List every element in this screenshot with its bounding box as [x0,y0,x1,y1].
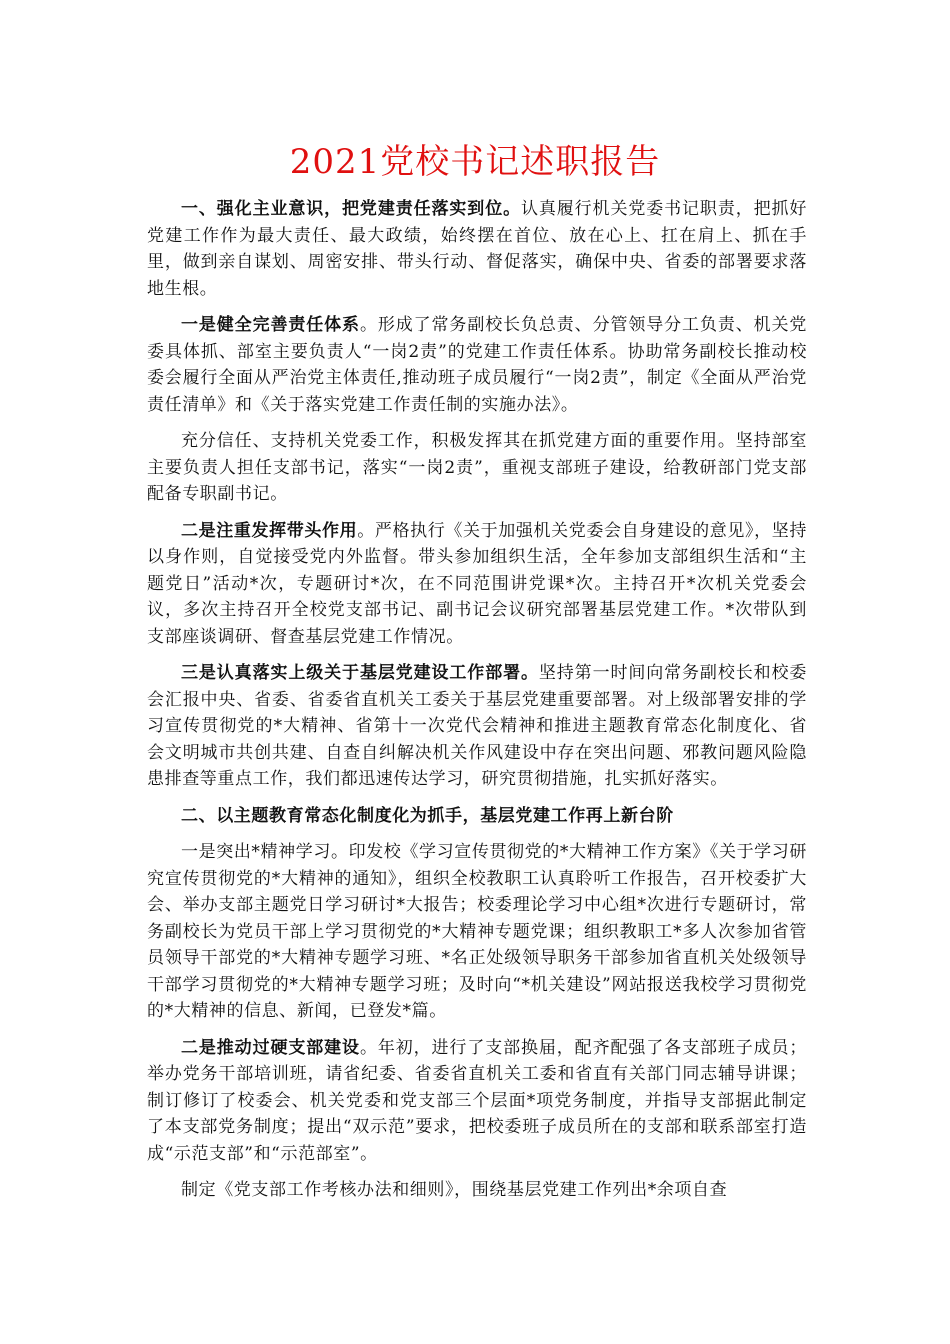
paragraph-text: 制定《党支部工作考核办法和细则》，围绕基层党建工作列出*余项自查 [181,1180,728,1200]
paragraph-text: 。形成了常务副校长负总责、分管领导分工负责、机关党委具体抓、部室主要负责人“一岗2责”的党建工作责任体系。协助常务副校长推动校委会履行全面从严治党主体责任,推动班子成员履行“一岗2责”，制定《全面从严治党责任清单》和《关于落实党建工作责任制的实施办法》。 [147,315,808,415]
paragraph [147,518,807,651]
paragraph [147,428,807,508]
paragraph-text: 认真履行机关党委书记职责，把抓好党建工作作为最大责任、最大政绩，始终摆在首位、放在心上、扛在肩上、抓在手里，做到亲自谋划、周密安排、带头行动、督促落实，确保中央、省委的部署要求落地生根。 [147,199,807,299]
paragraph-text: 。严格执行《关于加强机关党委会自身建设的意见》，坚持以身作则，自觉接受党内外监督。带头参加组织生活，全年参加支部组织生活和“主题党日”活动*次，专题研讨*次，在不同范围讲党课*次。主持召开*次机关党委会议，多次主持召开全校党支部书记、副书记会议研究部署基层党建工作。*次带队到支部座谈调研、督查基层党建工作情况。 [147,520,808,647]
paragraph-heading: 二是推动过硬支部建设 [181,1037,360,1058]
section-heading [147,803,807,830]
paragraph [147,196,807,302]
document-title: 2021党校书记述职报告 [289,142,661,182]
paragraph-heading: 三是认真落实上级关于基层党建设工作部署。 [181,663,539,683]
paragraph-heading: 一是健全完善责任体系 [181,315,360,335]
paragraph-text: 坚持第一时间向常务副校长和校委会汇报中央、省委、省委省直机关工委关于基层党建重要部署。对上级部署安排的学习宣传贯彻党的*大精神、省第十一次党代会精神和推进主题教育常态化制度化、省会文明城市共创共建、自查自纠解决机关作风建设中存在突出问题、邪教问题风险隐患排查等重点工作，我们都迅速传达学习，研究贯彻措施，扎实抓好落实。 [147,663,808,789]
paragraph [147,839,807,1025]
paragraph [147,660,807,793]
paragraph [147,1177,807,1204]
paragraph-heading: 一、强化主业意识，把党建责任落实到位。 [181,199,521,219]
paragraph [147,312,807,418]
paragraph [147,1035,807,1168]
section-heading-text: 二、以主题教育常态化制度化为抓手，基层党建工作再上新台阶 [181,805,674,826]
paragraph-text: 一是突出*精神学习。印发校《学习宣传贯彻党的*大精神工作方案》《关于学习研究宣传贯彻党的*大精神的通知》，组织全校教职工认真聆听工作报告，召开校委扩大会、举办支部主题党日学习研讨*大报告；校委理论学习中心组*次进行专题研讨，常务副校长为党员干部上学习贯彻党的*大精神专题党课；组织教职工*多人次参加省管员领导干部党的*大精神专题学习班、*名正处级领导职务干部参加省直机关处级领导干部学习贯彻党的*大精神专题学习班；及时向“*机关建设”网站报送我校学习贯彻党的*大精神的信息、新闻，已登发*篇。 [147,842,807,1021]
document-body [147,196,807,1214]
paragraph-text: 。年初，进行了支部换届，配齐配强了各支部班子成员；举办党务干部培训班，请省纪委、省委省直机关工委和省直有关部门同志辅导讲课；制订修订了校委会、机关党委和党支部三个层面*项党务制度，并指导支部据此制定了本支部党务制度；提出“双示范”要求，把校委班子成员所在的支部和联系部室打造成“示范支部”和“示范部室”。 [147,1037,808,1164]
paragraph-text: 充分信任、支持机关党委工作，积极发挥其在抓党建方面的重要作用。坚持部室主要负责人担任支部书记，落实“一岗2责”，重视支部班子建设，给教研部门党支部配备专职副书记。 [147,431,807,504]
paragraph-heading: 二是注重发挥带头作用 [181,520,358,541]
